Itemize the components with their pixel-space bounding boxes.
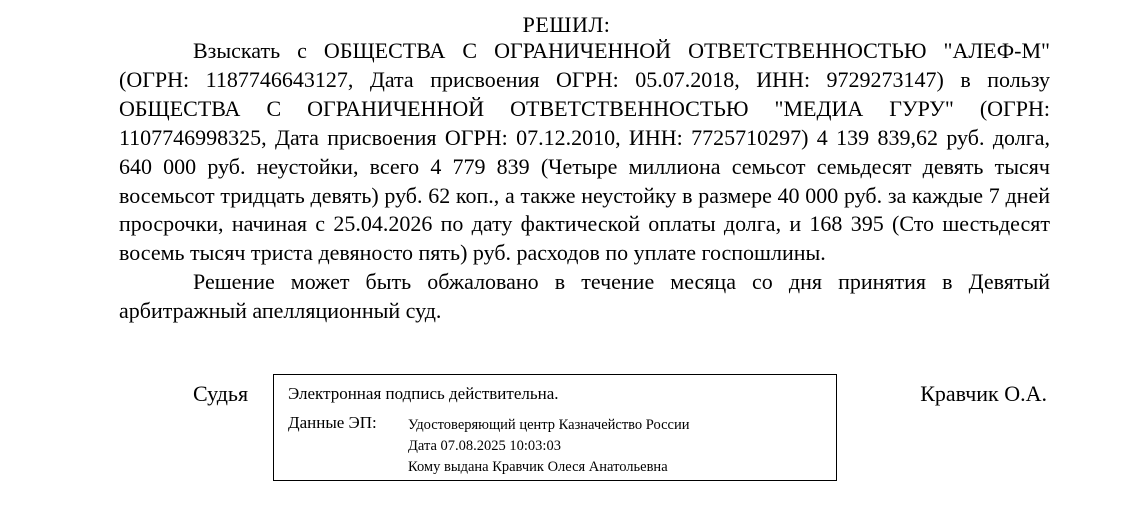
signature-date: Дата 07.08.2025 10:03:03 [408,438,561,454]
judge-label: Судья [193,381,249,406]
signature-data-label: Данные ЭП: [288,413,377,432]
signature-issued-to: Кому выдана Кравчик Олеся Анатольевна [408,459,668,475]
judge-name: Кравчик О.А. [920,381,1047,406]
decision-heading: РЕШИЛ: [522,12,611,37]
appeal-paragraph: Решение может быть обжаловано в течение месяца со дня принятия в Девятый арбитражный апелляционный суд. [119,269,1050,324]
ruling-paragraph: Взыскать с ОБЩЕСТВА С ОГРАНИЧЕННОЙ ОТВЕТСТВЕННОСТЬЮ "АЛЕФ-М" (ОГРН: 1187746643127, Дата присвоения ОГРН: 05.07.2018, ИНН: 9729273147) в пользу ОБЩЕСТВА С ОГРАНИЧЕННОЙ ОТВЕТСТВЕННОСТЬЮ "МЕДИА ГУРУ" (ОГРН: 1107746998325, Дата присвоения ОГРН: 07.12.2010, ИНН: 7725710297) 4 139 839,62 руб. долга, 640 000 руб. неустойки, всего 4 779 839 (Четыре миллиона семьсот семьдесят девять тысяч восемьсот тридцать девять) руб. 62 коп., а также неустойку в размере 40 000 руб. за каждые 7 дней просрочки, начиная с 25.04.2026 по дату фактической оплаты долга, и 168 395 (Сто шестьдесят восемь тысяч триста девяносто пять) руб. расходов по уплате госпошлины. [119,38,1050,266]
signature-details [408,415,690,478]
signature-issuer: Удостоверяющий центр Казначейство России [408,417,690,433]
signature-valid-text: Электронная подпись действительна. [288,384,559,403]
electronic-signature-stamp [273,374,837,481]
decision-body [119,37,1050,326]
